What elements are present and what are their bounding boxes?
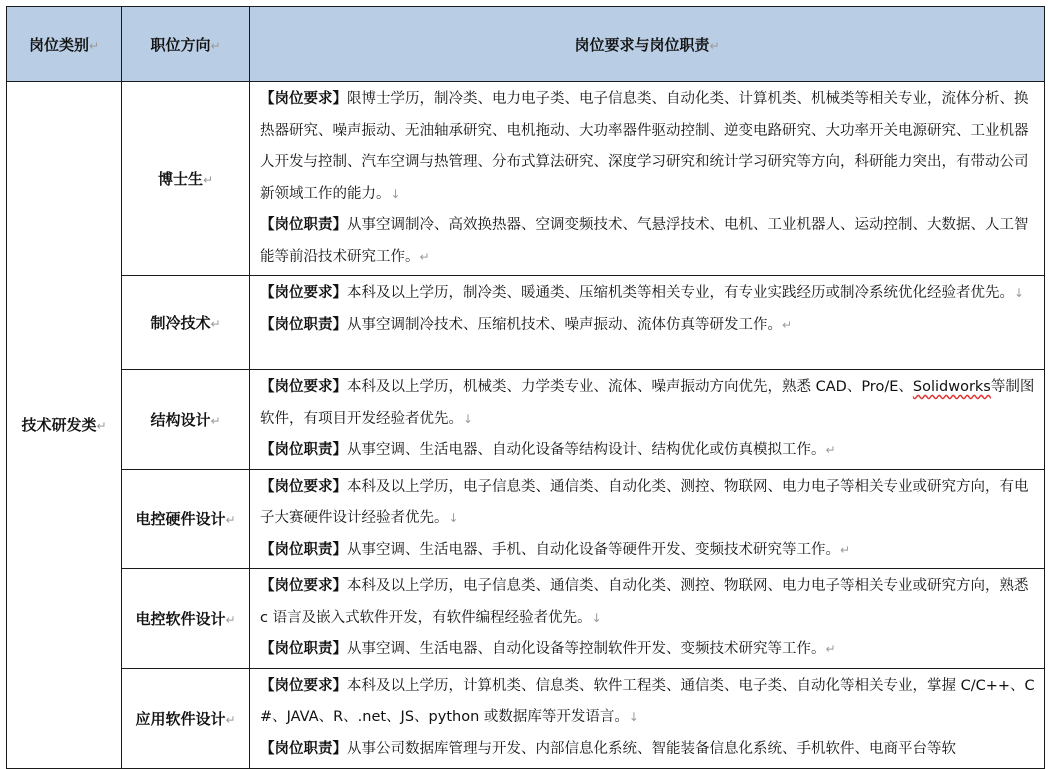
line-break-mark: ↓ <box>463 411 474 426</box>
requirement-text: 本科及以上学历，电子信息类、通信类、自动化类、测控、物联网、电力电子等相关专业或研究方向，有电子大赛硬件设计经验者优先。 <box>260 478 1029 526</box>
description-cell <box>250 276 1045 370</box>
duty-text: 从事空调、生活电器、手机、自动化设备等硬件开发、变频技术研究等工作。 <box>347 541 840 558</box>
duty-text: 从事空调、生活电器、自动化设备等控制软件开发、变频技术研究等工作。 <box>347 641 826 657</box>
paragraph-mark: ↵ <box>210 413 221 428</box>
category-cell <box>7 82 122 769</box>
table-row <box>7 276 1045 370</box>
requirement-label: 【岗位要求】 <box>260 578 347 594</box>
requirement-label: 【岗位要求】 <box>260 478 347 495</box>
duty-text: 从事公司数据库管理与开发、内部信息化系统、智能装备信息化系统、手机软件、电商平台等软 <box>347 740 956 757</box>
table-row <box>7 668 1045 768</box>
line-break-mark: ↓ <box>390 186 401 201</box>
paragraph-mark: ↵ <box>709 38 720 53</box>
line-break-mark: ↓ <box>628 710 639 724</box>
paragraph-mark: ↵ <box>825 642 836 656</box>
paragraph-mark: ↵ <box>225 612 236 627</box>
duty-label: 【岗位职责】 <box>260 217 347 233</box>
requirement-paragraph <box>260 278 1038 310</box>
position-cell <box>122 370 250 470</box>
duty-text: 从事空调、生活电器、自动化设备等结构设计、结构优化或仿真模拟工作。 <box>347 442 826 458</box>
requirement-label: 【岗位要求】 <box>260 91 347 107</box>
paragraph-mark: ↵ <box>782 317 793 332</box>
position-text: 电控软件设计 <box>135 609 226 628</box>
line-break-mark: ↓ <box>448 511 459 525</box>
paragraph-mark: ↵ <box>225 513 236 528</box>
table-row <box>7 569 1045 669</box>
position-text: 制冷技术 <box>150 314 211 332</box>
duty-paragraph <box>260 734 1038 766</box>
paragraph-mark: ↵ <box>419 249 430 264</box>
duty-text: 从事空调制冷、高效换热器、空调变频技术、气悬浮技术、电机、工业机器人、运动控制、大数据、人工智能等前沿技术研究工作。 <box>260 217 1029 265</box>
paragraph-mark: ↵ <box>225 712 236 727</box>
description-cell <box>250 370 1045 470</box>
duty-paragraph <box>260 210 1038 273</box>
table-row <box>7 82 1045 276</box>
requirement-paragraph <box>260 671 1038 734</box>
header-category-text: 岗位类别 <box>28 35 89 54</box>
requirement-text: 本科及以上学历，机械类、力学类专业、流体、噪声振动方向优先，熟悉 CAD、Pro/E、 <box>347 379 913 395</box>
position-cell <box>122 276 250 370</box>
header-category <box>7 7 122 82</box>
paragraph-mark: ↵ <box>210 317 221 331</box>
position-cell <box>122 469 250 569</box>
duty-paragraph <box>260 634 1038 666</box>
description-cell <box>250 668 1045 768</box>
duty-label: 【岗位职责】 <box>260 641 347 657</box>
duty-text: 从事空调制冷技术、压缩机技术、噪声振动、流体仿真等研发工作。 <box>347 316 782 333</box>
header-requirements <box>250 7 1045 82</box>
table-row <box>7 469 1045 569</box>
duty-label: 【岗位职责】 <box>260 316 347 333</box>
category-text: 技术研发类 <box>21 416 97 435</box>
position-text: 结构设计 <box>150 410 211 429</box>
position-text: 电控硬件设计 <box>135 510 226 529</box>
requirement-text: 限博士学历，制冷类、电力电子类、电子信息类、自动化类、计算机类、机械类等相关专业，流体分析、换热器研究、噪声振动、无油轴承研究、电机拖动、大功率器件驱动控制、逆变电路研究、大功率开关电源研究、工业机器人开发与控制、汽车空调与热管理、分布式算法研究、深度学习研究和统计学习研究等方向，科研能力突出，有带动公司新领域工作的能力。 <box>260 91 1029 202</box>
description-cell <box>250 569 1045 669</box>
requirement-label: 【岗位要求】 <box>260 677 347 694</box>
table-row <box>7 370 1045 470</box>
requirement-paragraph <box>260 372 1038 435</box>
requirement-label: 【岗位要求】 <box>260 379 347 395</box>
requirement-text: 本科及以上学历，计算机类、信息类、软件工程类、通信类、电子类、自动化等相关专业，掌握 C/C++、C#、JAVA、R、.net、JS、python 或数据库等开发语言。 <box>260 677 1035 725</box>
spellcheck-flagged-word[interactable]: Solidworks <box>912 379 991 395</box>
description-cell <box>250 469 1045 569</box>
paragraph-mark: ↵ <box>96 419 107 434</box>
header-position-text: 职位方向 <box>150 35 211 54</box>
requirement-label: 【岗位要求】 <box>260 285 347 301</box>
position-cell <box>122 668 250 768</box>
position-cell <box>122 569 250 669</box>
position-text: 博士生 <box>157 170 203 188</box>
line-break-mark: ↓ <box>591 610 602 625</box>
paragraph-mark: ↵ <box>202 173 214 187</box>
description-cell <box>250 82 1045 276</box>
position-text: 应用软件设计 <box>135 709 226 728</box>
duty-paragraph <box>260 310 1038 342</box>
requirement-text: 本科及以上学历，制冷类、暖通类、压缩机类等相关专业，有专业实践经历或制冷系统优化经验者优先。 <box>347 285 1014 301</box>
header-requirements-text: 岗位要求与岗位职责 <box>574 35 710 54</box>
paragraph-mark: ↵ <box>210 38 221 53</box>
duty-paragraph <box>260 435 1038 467</box>
requirement-paragraph <box>260 571 1038 634</box>
table-header-row <box>7 7 1045 82</box>
duty-label: 【岗位职责】 <box>260 442 347 458</box>
requirement-paragraph <box>260 84 1038 210</box>
requirement-text-continued: 等制图软件，有项目开发经验者优先。 <box>260 379 1035 427</box>
duty-label: 【岗位职责】 <box>260 541 347 558</box>
paragraph-mark: ↵ <box>88 38 100 53</box>
requirement-paragraph <box>260 472 1038 535</box>
duty-paragraph <box>260 535 1038 567</box>
job-requirements-table <box>6 6 1045 769</box>
header-position <box>122 7 250 82</box>
paragraph-mark: ↵ <box>840 542 851 557</box>
position-cell <box>122 82 250 276</box>
requirement-text: 本科及以上学历，电子信息类、通信类、自动化类、测控、物联网、电力电子等相关专业或研究方向，熟悉 c 语言及嵌入式软件开发，有软件编程经验者优先。 <box>260 578 1029 626</box>
duty-label: 【岗位职责】 <box>260 740 347 757</box>
line-break-mark: ↓ <box>1014 286 1025 300</box>
paragraph-mark: ↵ <box>825 443 836 457</box>
